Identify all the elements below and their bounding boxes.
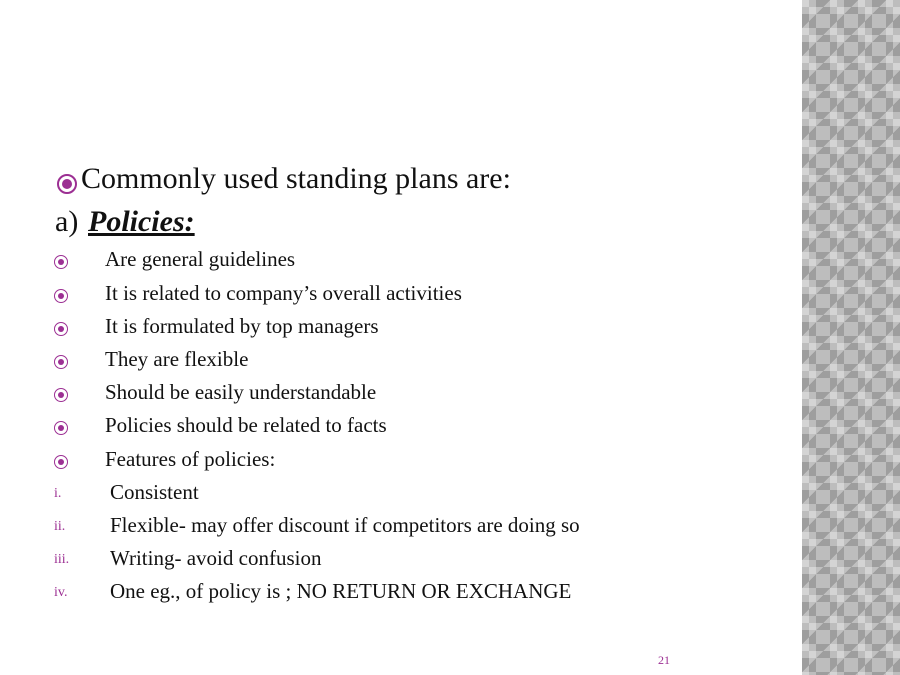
list-item-text: Features of policies: [105, 447, 276, 471]
numbered-item-text: One eg., of policy is ; NO RETURN OR EXCHANGE [110, 579, 572, 603]
heading-text: Commonly used standing plans are: [81, 162, 511, 195]
numbered-item-text: Writing- avoid confusion [110, 546, 322, 570]
section-title: Policies: [88, 205, 195, 238]
circle-bullet-icon [54, 255, 68, 269]
numbered-item-text: Flexible- may offer discount if competitors are doing so [110, 513, 580, 537]
list-item-text: Policies should be related to facts [105, 413, 387, 437]
roman-marker: iii. [54, 552, 70, 567]
list-item-text: Should be easily understandable [105, 380, 377, 404]
page-number: 21 [658, 653, 670, 667]
circle-bullet-icon [54, 421, 68, 435]
roman-marker: iv. [54, 585, 68, 600]
circle-bullet-icon [54, 388, 68, 402]
list-item-text: They are flexible [105, 347, 249, 371]
circle-bullet-icon [54, 289, 68, 303]
list-item-text: It is related to company’s overall activities [105, 281, 462, 305]
list-item-text: Are general guidelines [105, 247, 296, 271]
roman-marker: ii. [54, 519, 66, 534]
circle-bullet-icon [54, 455, 68, 469]
decorative-side-panel [802, 0, 900, 675]
section-prefix: a) [55, 205, 79, 238]
circle-bullet-icon [54, 355, 68, 369]
circle-bullet-icon [57, 174, 77, 194]
list-item-text: It is formulated by top managers [105, 314, 379, 338]
numbered-item-text: Consistent [110, 480, 199, 504]
circle-bullet-icon [54, 322, 68, 336]
roman-marker: i. [54, 486, 62, 501]
